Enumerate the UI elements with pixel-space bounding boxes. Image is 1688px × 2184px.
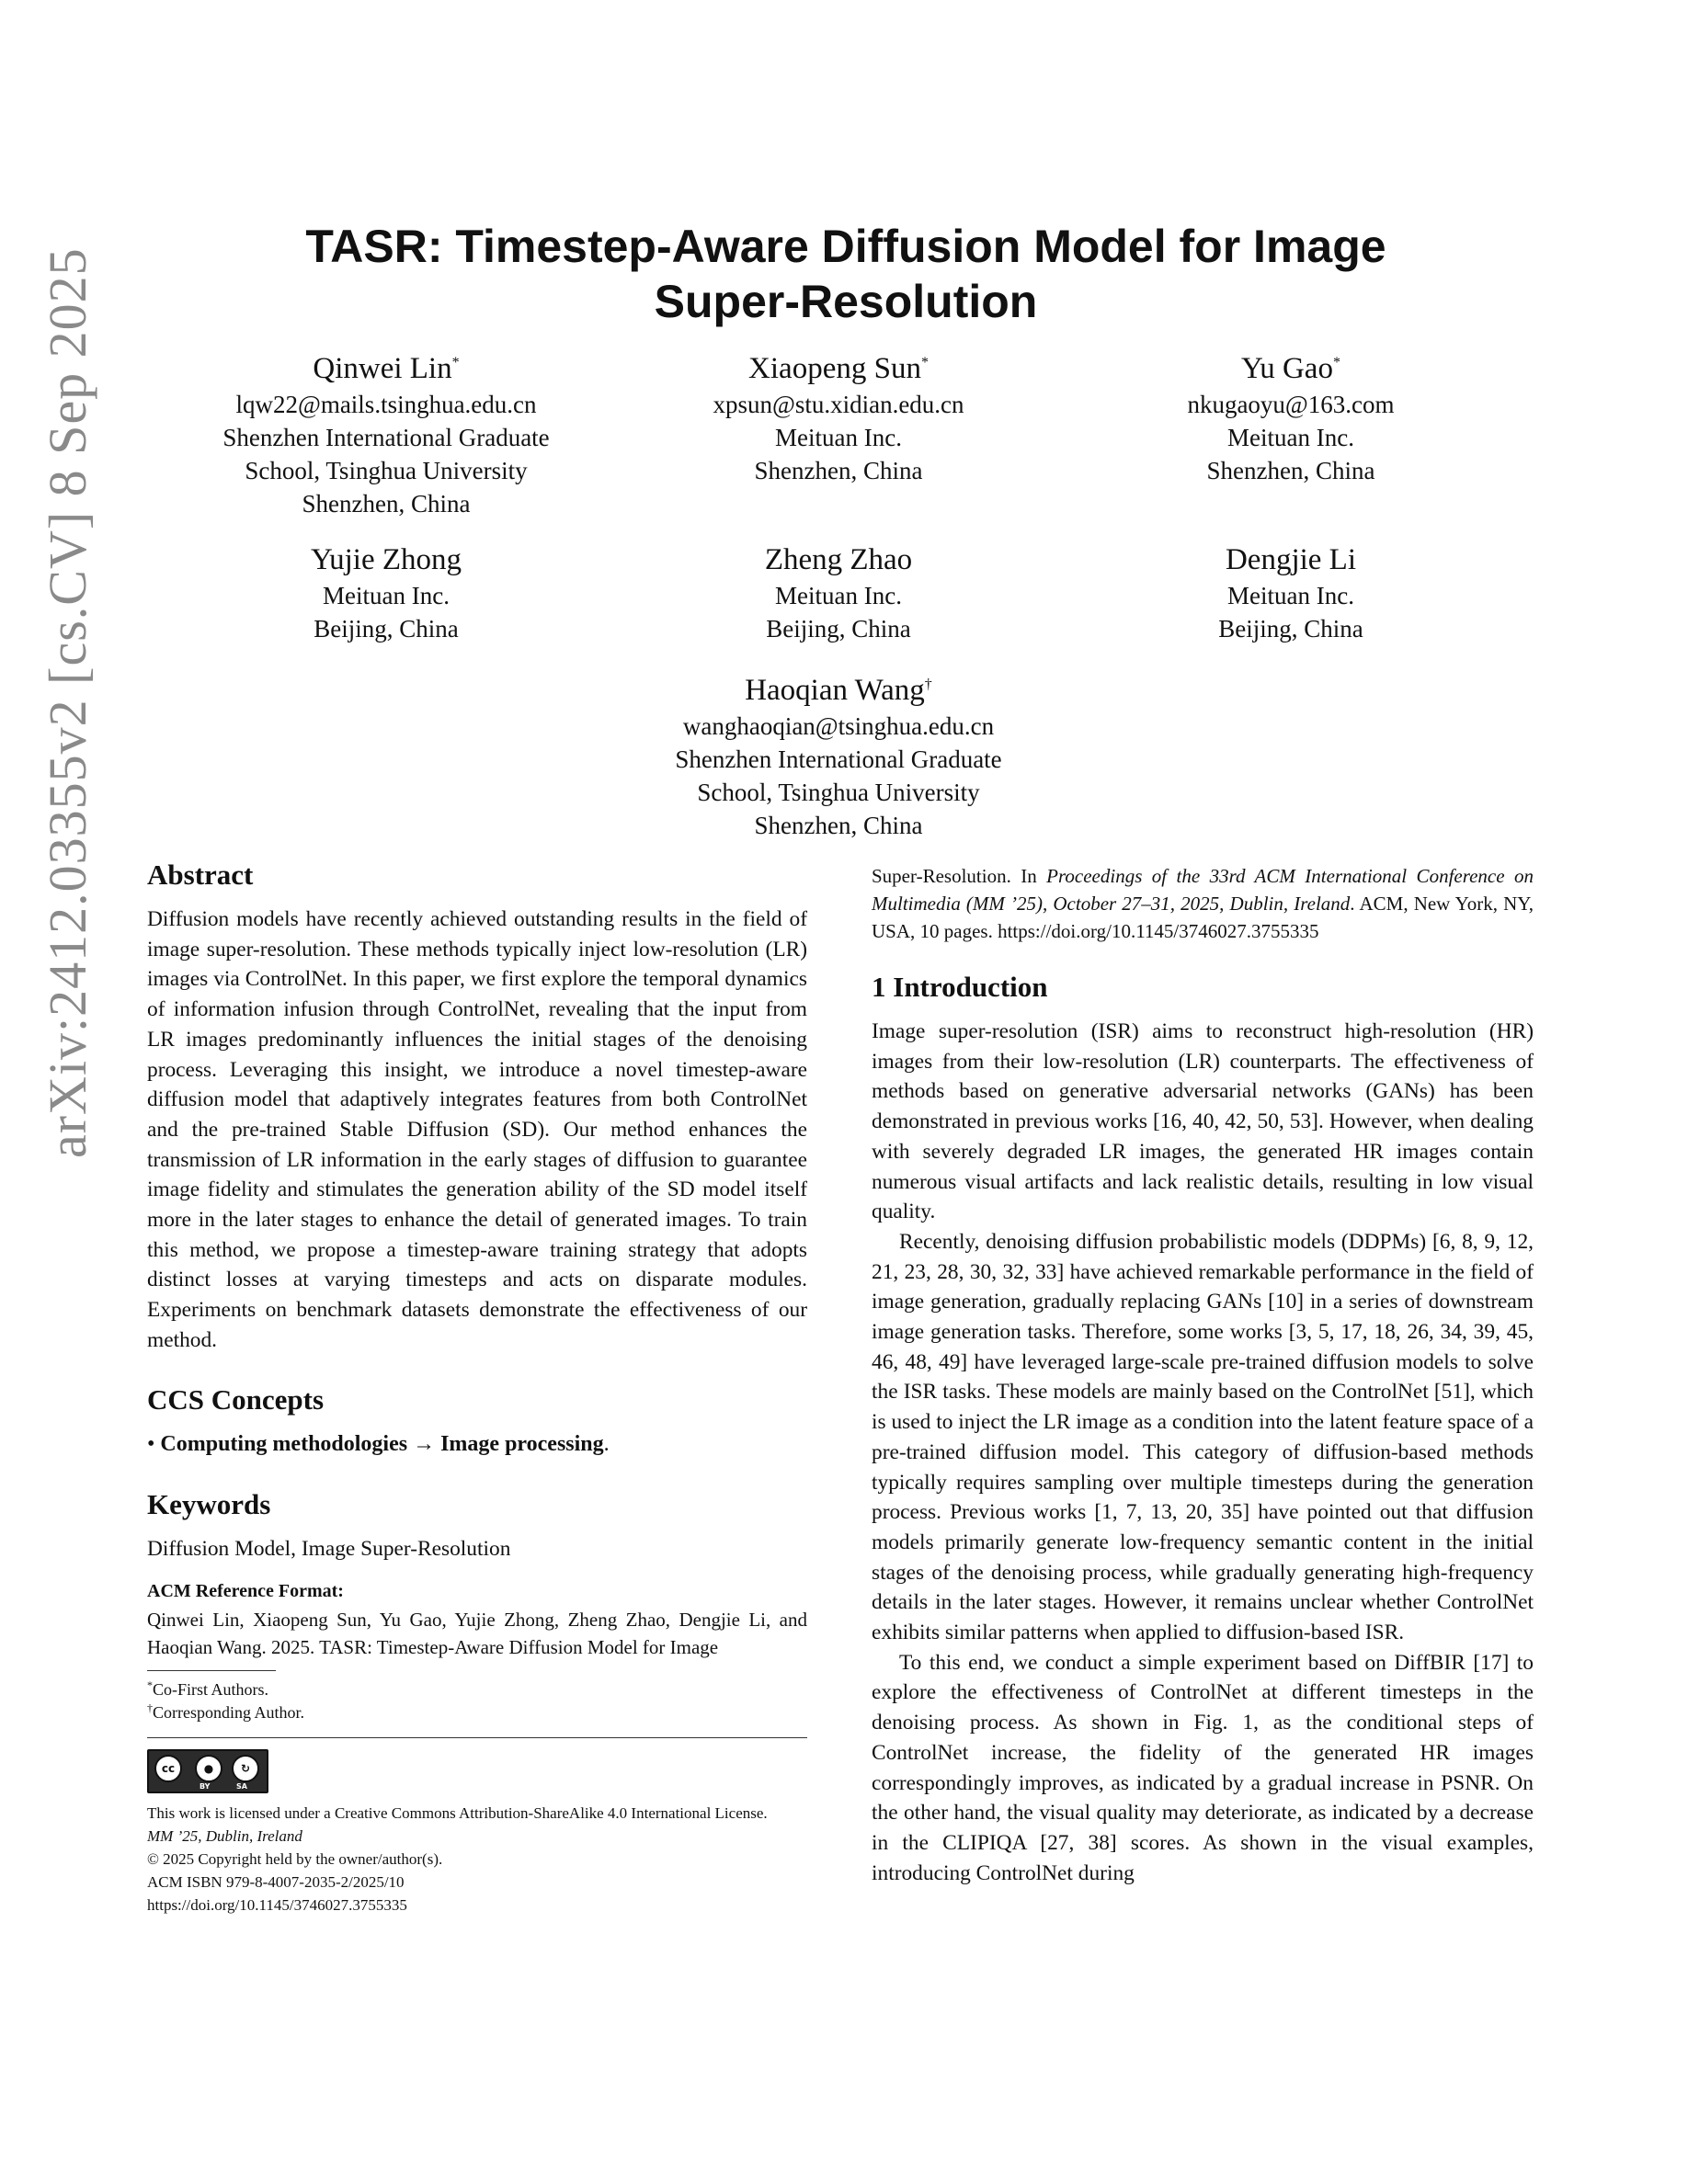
footnote-co-first: *Co-First Authors. (147, 1678, 269, 1700)
keywords-text: Diffusion Model, Image Super-Resolution (147, 1536, 511, 1561)
by-icon: ● (195, 1755, 222, 1782)
author-location: Beijing, China (1218, 615, 1363, 643)
author-affiliation: Meituan Inc. (775, 424, 902, 451)
author-block (1089, 349, 1493, 487)
author-name: Yu Gao* (1241, 352, 1340, 385)
author-location: Shenzhen, China (754, 457, 923, 484)
sa-label: SA (236, 1782, 247, 1792)
author-location: Shenzhen, China (754, 812, 923, 839)
cc-license-badge (147, 1749, 268, 1793)
introduction-paragraph: To this end, we conduct a simple experiment based on DiffBIR [17] to explore the effectiveness of ControlNet at different timesteps in the denoising process. As shown in Fig. 1, as the conditional steps of ControlNet increase, the fidelity of the generated HR images correspondingly improves, as indicated by a gradual increase in PSNR. On the other hand, the visual quality may deteriorate, as indicated by a decrease in the CLIPIQA [27, 38] scores. As shown in the visual examples, introducing ControlNet during (872, 1650, 1534, 1885)
author-email: lqw22@mails.tsinghua.edu.cn (235, 391, 537, 418)
ccs-heading: CCS Concepts (147, 1382, 325, 1416)
footnote-corresponding: †Corresponding Author. (147, 1701, 304, 1723)
license-venue: MM ’25, Dublin, Ireland (147, 1827, 302, 1846)
author-block (636, 671, 1041, 842)
author-email: wanghaoqian@tsinghua.edu.cn (682, 712, 995, 740)
author-affiliation: Meituan Inc. (323, 582, 450, 609)
author-name: Yujie Zhong (310, 543, 462, 576)
author-location: Beijing, China (766, 615, 911, 643)
title-line-1: TASR: Timestep-Aware Diffusion Model for Image (305, 221, 1386, 272)
keywords-heading: Keywords (147, 1487, 271, 1520)
license-copyright: © 2025 Copyright held by the owner/author(s). (147, 1850, 443, 1869)
title-line-2: Super-Resolution (654, 276, 1038, 327)
author-block (184, 540, 588, 645)
acm-reference-continuation: Super-Resolution. In Proceedings of the 33rd ACM International Conference on Multimedia (MM ’25), October 27–31, 2025, Dublin, Ireland. ACM, New York, NY, USA, 10 pages. https://doi.org/10.1145/3746027.3755335 (872, 865, 1534, 942)
license-statement: This work is licensed under a Creative Commons Attribution-ShareAlike 4.0 International License. (147, 1804, 768, 1823)
author-location: Shenzhen, China (302, 490, 471, 518)
author-name: Xiaopeng Sun* (748, 352, 929, 385)
introduction-heading: 1 Introduction (872, 971, 1048, 1003)
author-block (636, 349, 1041, 487)
acm-reference-heading: ACM Reference Format: (147, 1581, 344, 1602)
author-affiliation: Meituan Inc. (1227, 582, 1354, 609)
license-isbn: ACM ISBN 979-8-4007-2035-2/2025/10 (147, 1873, 405, 1892)
left-column (147, 857, 807, 1917)
author-block (636, 540, 1041, 645)
arxiv-identifier: arXiv:2412.03355v2 [cs.CV] 8 Sep 2025 (38, 247, 97, 1158)
abstract-text: Diffusion models have recently achieved outstanding results in the field of image super-resolution. These methods typically inject low-resolution (LR) images via ControlNet. In this paper, we first explore the temporal dynamics of information infusion through ControlNet, revealing that the input from LR images predominantly influences the initial stages of the denoising process. Leveraging this insight, we introduce a novel timestep-aware diffusion model that adaptively integrates features from both ControlNet and the pre-trained Stable Diffusion (SD). Our method enhances the transmission of LR information in the early stages of diffusion to guarantee image fidelity and stimulates the generation ability of the SD model itself more in the later stages to enhance the detail of generated images. To train this method, we propose a timestep-aware training strategy that adopts distinct losses at varying timesteps and acts on disparate modules. Experiments on benchmark datasets demonstrate the effectiveness of our method. (147, 907, 807, 1352)
cc-icon: cc (154, 1755, 182, 1782)
paper-title (230, 219, 1462, 329)
author-name: Zheng Zhao (764, 543, 913, 576)
ccs-concepts-line: • Computing methodologies → Image processing. (147, 1431, 610, 1456)
license-doi: https://doi.org/10.1145/3746027.3755335 (147, 1896, 407, 1915)
author-affiliation: School, Tsinghua University (245, 457, 528, 484)
introduction-paragraph: Image super-resolution (ISR) aims to reconstruct high-resolution (HR) images from their low-resolution (LR) counterparts. The effectiveness of methods based on generative adversarial networks (GANs) has been demonstrated in previous works [16, 40, 42, 50, 53]. However, when dealing with severely degraded LR images, the generated HR images contain numerous visual artifacts and lack realistic details, resulting in low visual quality. (872, 1019, 1534, 1224)
author-affiliation: Shenzhen International Graduate (222, 424, 550, 451)
author-name: Qinwei Lin* (313, 352, 460, 385)
share-alike-icon: ↻ (232, 1755, 259, 1782)
author-location: Shenzhen, China (1206, 457, 1375, 484)
author-block (1089, 540, 1493, 645)
author-email: nkugaoyu@163.com (1187, 391, 1395, 418)
by-label: BY (200, 1782, 211, 1792)
license-divider (147, 1737, 807, 1738)
author-name: Haoqian Wang† (745, 674, 932, 707)
author-affiliation: Meituan Inc. (775, 582, 902, 609)
author-email: xpsun@stu.xidian.edu.cn (713, 391, 964, 418)
author-affiliation: Meituan Inc. (1227, 424, 1354, 451)
author-block (184, 349, 588, 520)
abstract-heading: Abstract (147, 859, 254, 891)
footnote-divider (147, 1670, 276, 1671)
acm-reference-text: Qinwei Lin, Xiaopeng Sun, Yu Gao, Yujie Zhong, Zheng Zhao, Dengjie Li, and Haoqian Wang. 2025. TASR: Timestep-Aware Diffusion Model for Image (147, 1609, 807, 1659)
author-affiliation: Shenzhen International Graduate (675, 745, 1002, 773)
author-name: Dengjie Li (1225, 543, 1357, 576)
author-location: Beijing, China (314, 615, 459, 643)
right-column (872, 857, 1534, 1888)
introduction-paragraph: Recently, denoising diffusion probabilistic models (DDPMs) [6, 8, 9, 12, 21, 23, 28, 30, 32, 33] have achieved remarkable performance in the field of image generation, gradually replacing GANs [10] in a series of downstream image generation tasks. Therefore, some works [3, 5, 17, 18, 26, 34, 39, 45, 46, 48, 49] have leveraged large-scale pre-trained diffusion models to solve the ISR tasks. These models are mainly based on the ControlNet [51], which is used to inject the LR image as a condition into the latent feature space of a pre-trained diffusion model. This category of diffusion-based methods typically requires sampling over multiple timesteps during the generation process. Previous works [1, 7, 13, 20, 35] have pointed out that diffusion models primarily generate low-frequency semantic content in the initial stages of the denoising process, while gradually generating high-frequency details in the later stages. However, it remains unclear whether ControlNet exhibits similar patterns when applied to diffusion-based ISR. (872, 1229, 1534, 1645)
author-affiliation: School, Tsinghua University (697, 779, 980, 806)
